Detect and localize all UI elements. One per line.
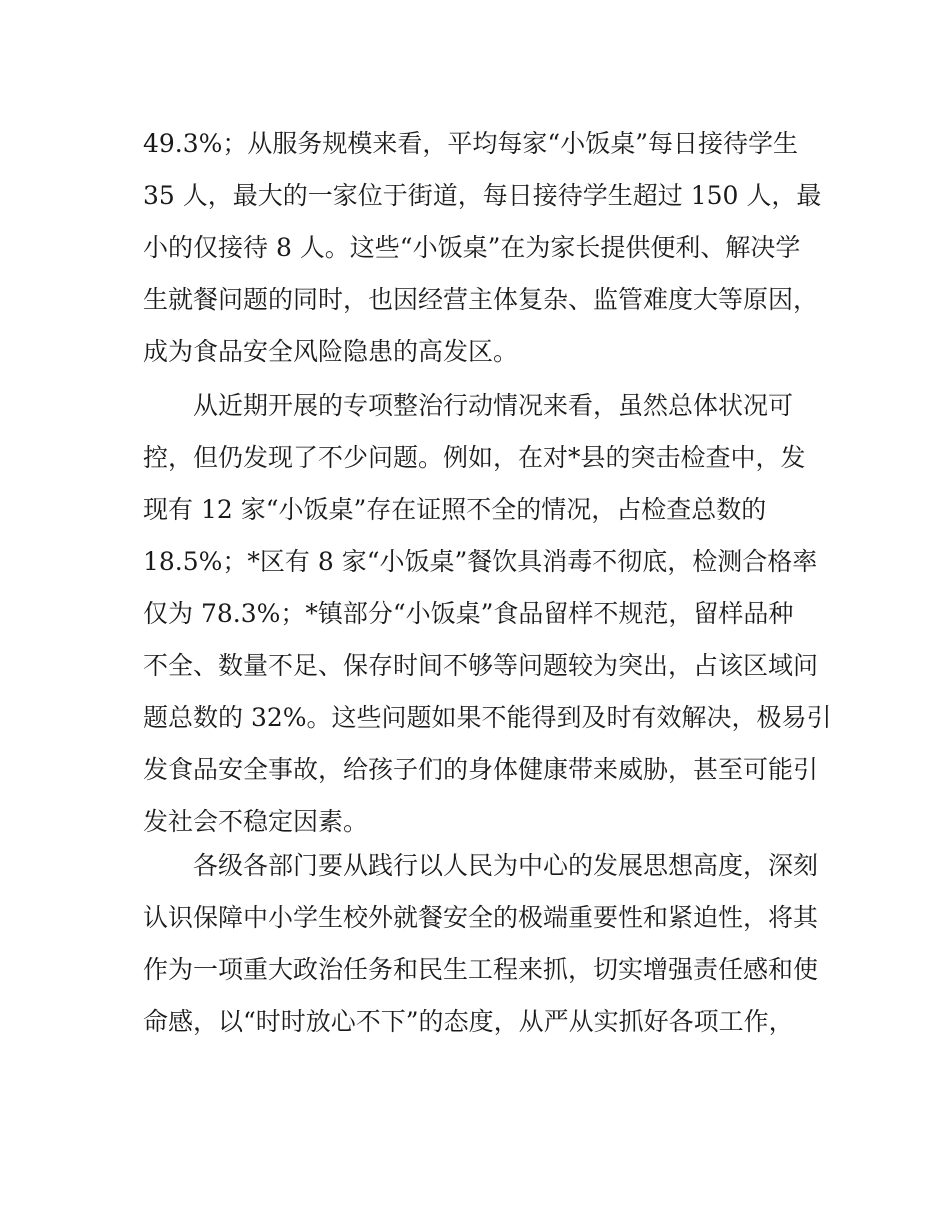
text-line: 小的仅接待 8 人。这些“小饭桌”在为家长提供便利、解决学: [143, 233, 801, 262]
text-line: 49.3%；从服务规模来看，平均每家“小饭桌”每日接待学生: [143, 129, 798, 158]
text-line: 认识保障中小学生校外就餐安全的极端重要性和紧迫性，将其: [143, 903, 819, 932]
text-line: 仅为 78.3%；*镇部分“小饭桌”食品留样不规范，留样品种: [143, 599, 794, 628]
text-line: 不全、数量不足、保存时间不够等问题较为突出，占该区域问: [143, 651, 819, 680]
text-line: 现有 12 家“小饭桌”存在证照不全的情况，占检查总数的: [143, 495, 767, 524]
text-line: 18.5%；*区有 8 家“小饭桌”餐饮具消毒不彻底，检测合格率: [143, 547, 818, 576]
paragraph-2: [143, 380, 832, 848]
text-line: 生就餐问题的同时，也因经营主体复杂、监管难度大等原因，: [143, 285, 819, 314]
text-line: 作为一项重大政治任务和民生工程来抓，切实增强责任感和使: [143, 955, 819, 984]
text-line: 发社会不稳定因素。: [143, 807, 369, 836]
text-line: 成为食品安全风险隐患的高发区。: [143, 337, 519, 366]
paragraph-3: [143, 840, 819, 1048]
text-line: 发食品安全事故，给孩子们的身体健康带来威胁，甚至可能引: [143, 755, 819, 784]
text-line: 35 人，最大的一家位于街道，每日接待学生超过 150 人，最: [143, 181, 822, 210]
text-line: 命感，以“时时放心不下”的态度，从严从实抓好各项工作，: [143, 1007, 794, 1036]
text-line: 题总数的 32%。这些问题如果不能得到及时有效解决，极易引: [143, 703, 832, 732]
text-line: 各级各部门要从践行以人民为中心的发展思想高度，深刻: [143, 851, 819, 880]
text-line: 控，但仍发现了不少问题。例如，在对*县的突击检查中，发: [143, 443, 806, 472]
text-line: 从近期开展的专项整治行动情况来看，虽然总体状况可: [143, 391, 794, 420]
paragraph-1: [143, 118, 822, 378]
